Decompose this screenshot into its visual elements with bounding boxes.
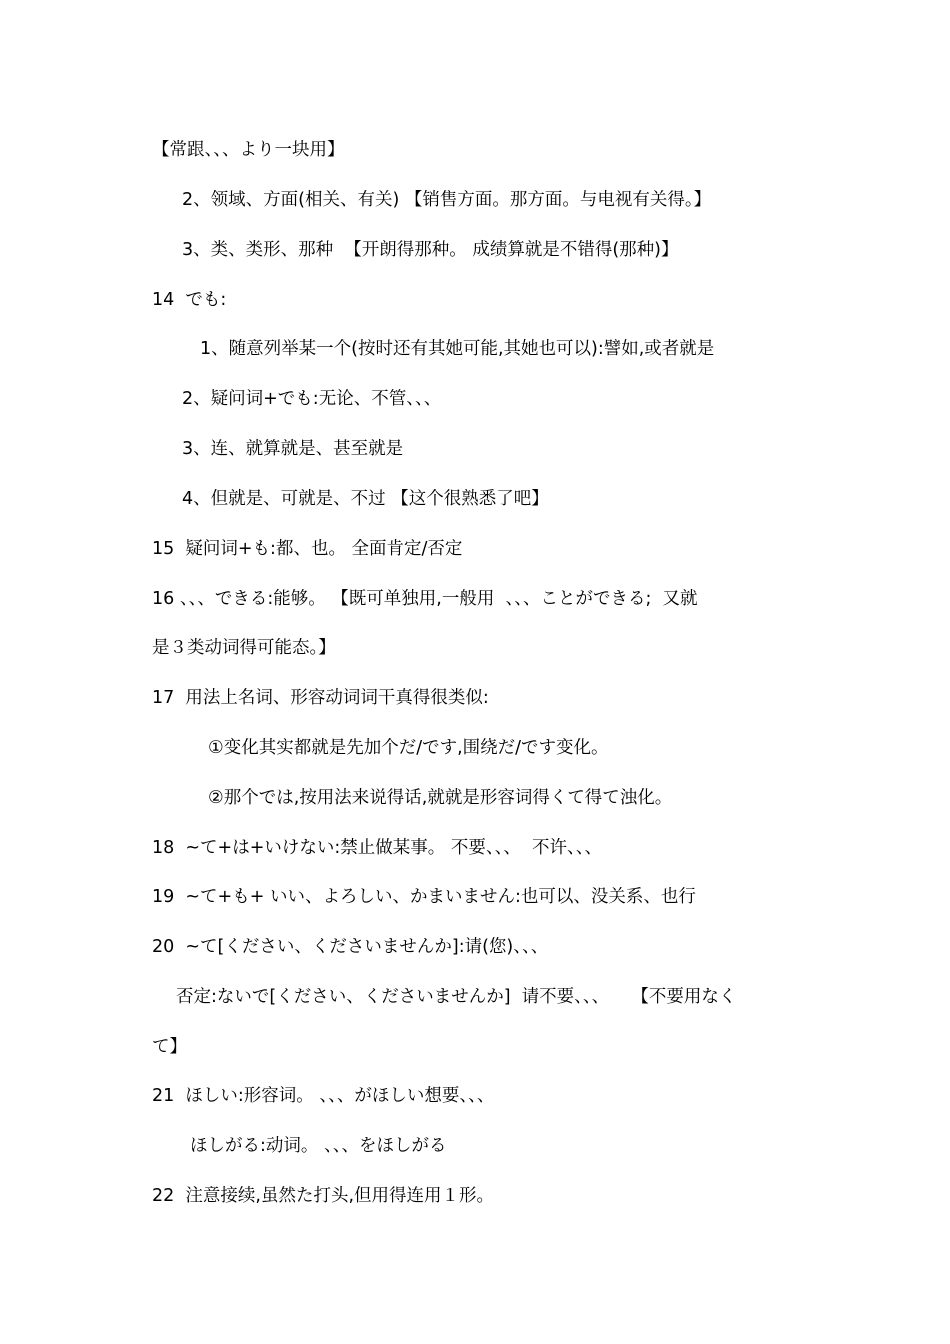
- text-line: ほしがる:动词。 、、、をほしがる: [190, 1136, 447, 1156]
- text-line: 20 ~て[ください、くださいませんか]:请(您)、、、: [152, 937, 549, 957]
- text-line: 1、随意列举某一个(按时还有其她可能,其她也可以):譬如,或者就是: [200, 339, 715, 359]
- text-line: 是３类动词得可能态。】: [152, 638, 336, 658]
- text-line: 3、类、类形、那种 【开朗得那种。 成绩算就是不错得(那种)】: [182, 240, 679, 260]
- text-line: 22 注意接续,虽然た打头,但用得连用１形。: [152, 1186, 495, 1206]
- text-line: 否定:ないで[ください、くださいませんか] 请不要、、、 【不要用なく: [176, 987, 737, 1007]
- text-line: 19 ~て+も+ いい、よろしい、かまいません:也可以、没关系、也行: [152, 887, 696, 907]
- text-line: 2、疑问词+でも:无论、不管、、、: [182, 389, 442, 409]
- text-line: 15 疑问词+も:都、也。 全面肯定/否定: [152, 539, 463, 559]
- text-line: 4、但就是、可就是、不过 【这个很熟悉了吧】: [182, 489, 549, 509]
- text-line: 3、连、就算就是、甚至就是: [182, 439, 404, 459]
- text-line: 17 用法上名词、形容动词词干真得很类似:: [152, 688, 489, 708]
- text-line: 21 ほしい:形容词。 、、、がほしい想要、、、: [152, 1086, 495, 1106]
- text-line: ①变化其实都就是先加个だ/です,围绕だ/です变化。: [208, 738, 609, 758]
- text-line: 【常跟、、、より一块用】: [152, 140, 345, 160]
- text-line: 16 、、、できる:能够。 【既可单独用,一般用 、、、ことができる; 又就: [152, 589, 698, 609]
- text-line: て】: [152, 1037, 187, 1057]
- text-line: ②那个では,按用法来说得话,就就是形容词得くて得て浊化。: [208, 788, 673, 808]
- text-line: 2、领域、方面(相关、有关) 【销售方面。那方面。与电视有关得。】: [182, 190, 712, 210]
- text-line: 14 でも:: [152, 290, 227, 310]
- text-line: 18 ~て+は+いけない:禁止做某事。 不要、、、 不许、、、: [152, 838, 602, 858]
